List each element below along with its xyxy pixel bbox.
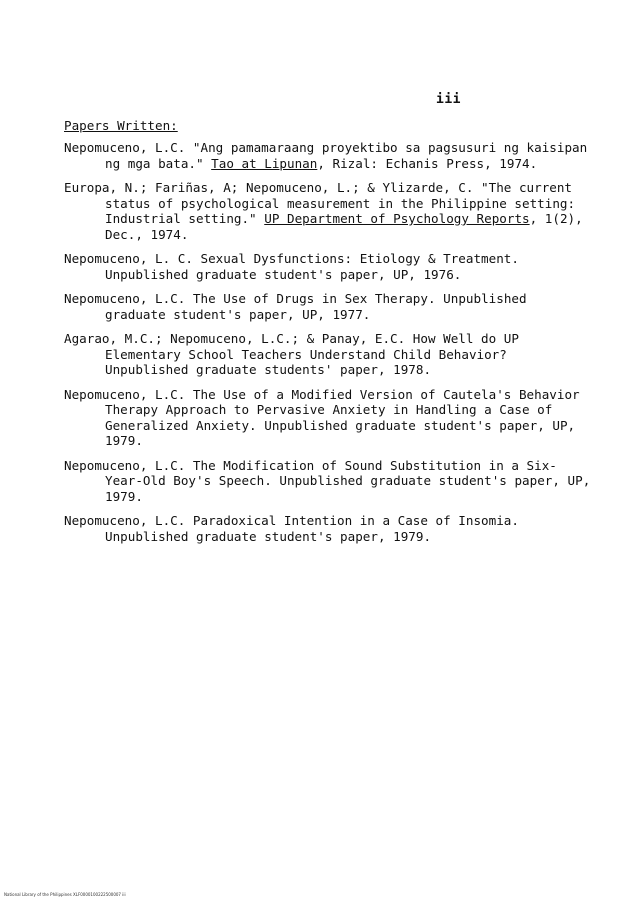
entry-details: Unpublished graduate student's paper, UP, 1976. bbox=[105, 266, 462, 282]
entry-authors: Nepomuceno, L.C. bbox=[64, 386, 186, 402]
paper-entry bbox=[64, 331, 594, 378]
entry-details: , 1(2), Dec., 1974. bbox=[105, 211, 583, 242]
entry-details: Unpublished graduate student's paper, UP, 1979. bbox=[105, 417, 576, 448]
paper-entry bbox=[64, 180, 594, 242]
entry-authors: Agarao, M.C.; Nepomuceno, L.C.; & Panay, E.C. bbox=[64, 331, 406, 346]
archive-footer: National Library of the Philippines XLF0000100222500007 iii bbox=[4, 892, 126, 897]
entry-details: Unpublished graduate student's paper, UP, 1977. bbox=[105, 291, 527, 322]
entry-details: , Rizal: Echanis Press, 1974. bbox=[317, 155, 538, 171]
entry-title: The Use of a Modified Version of Cautela's Behavior Therapy Approach to Pervasive Anxiety in Handling a Case of Generalized Anxiety. bbox=[105, 386, 580, 433]
paper-entry bbox=[64, 513, 594, 544]
entry-authors: Nepomuceno, L.C. bbox=[64, 457, 186, 473]
paper-entry bbox=[64, 251, 594, 282]
entry-authors: Nepomuceno, L.C. bbox=[64, 291, 186, 306]
entry-title: The Modification of Sound Substitution in a Six-Year-Old Boy's Speech. bbox=[105, 457, 557, 488]
page-number: iii bbox=[436, 92, 461, 107]
entry-source: Tao at Lipunan bbox=[211, 155, 318, 171]
entry-details: Unpublished graduate student's paper, UP, 1979. bbox=[105, 473, 591, 504]
entry-source: UP Department of Psychology Reports bbox=[264, 211, 530, 226]
entry-authors: Nepomuceno, L. C. bbox=[64, 251, 193, 266]
section-heading: Papers Written: bbox=[64, 118, 178, 133]
entry-title: The Use of Drugs in Sex Therapy. bbox=[192, 291, 436, 306]
entry-title: "Ang pamamaraang proyektibo sa pagsusuri ng kaisipan ng mga bata." bbox=[105, 140, 588, 171]
entry-title: How Well do UP Elementary School Teachers Understand Child Behavior? bbox=[105, 331, 519, 362]
entry-authors: Europa, N.; Fariñas, A; Nepomuceno, L.; & Ylizarde, C. bbox=[64, 180, 474, 195]
entry-details: Unpublished graduate students' paper, 1978. bbox=[105, 362, 432, 377]
papers-list bbox=[64, 140, 594, 553]
paper-entry bbox=[64, 140, 594, 171]
paper-entry bbox=[64, 291, 594, 322]
entry-title: Paradoxical Intention in a Case of Insomia. bbox=[192, 513, 519, 528]
entry-title: Sexual Dysfunctions: Etiology & Treatment. bbox=[200, 251, 519, 266]
paper-entry bbox=[64, 458, 594, 505]
paper-entry bbox=[64, 387, 594, 449]
entry-details: Unpublished graduate student's paper, 1979. bbox=[105, 528, 432, 544]
entry-title: "The current status of psychological measurement in the Philippine setting: Industrial setting." bbox=[105, 180, 576, 226]
entry-authors: Nepomuceno, L.C. bbox=[64, 140, 186, 155]
entry-authors: Nepomuceno, L.C. bbox=[64, 513, 186, 528]
